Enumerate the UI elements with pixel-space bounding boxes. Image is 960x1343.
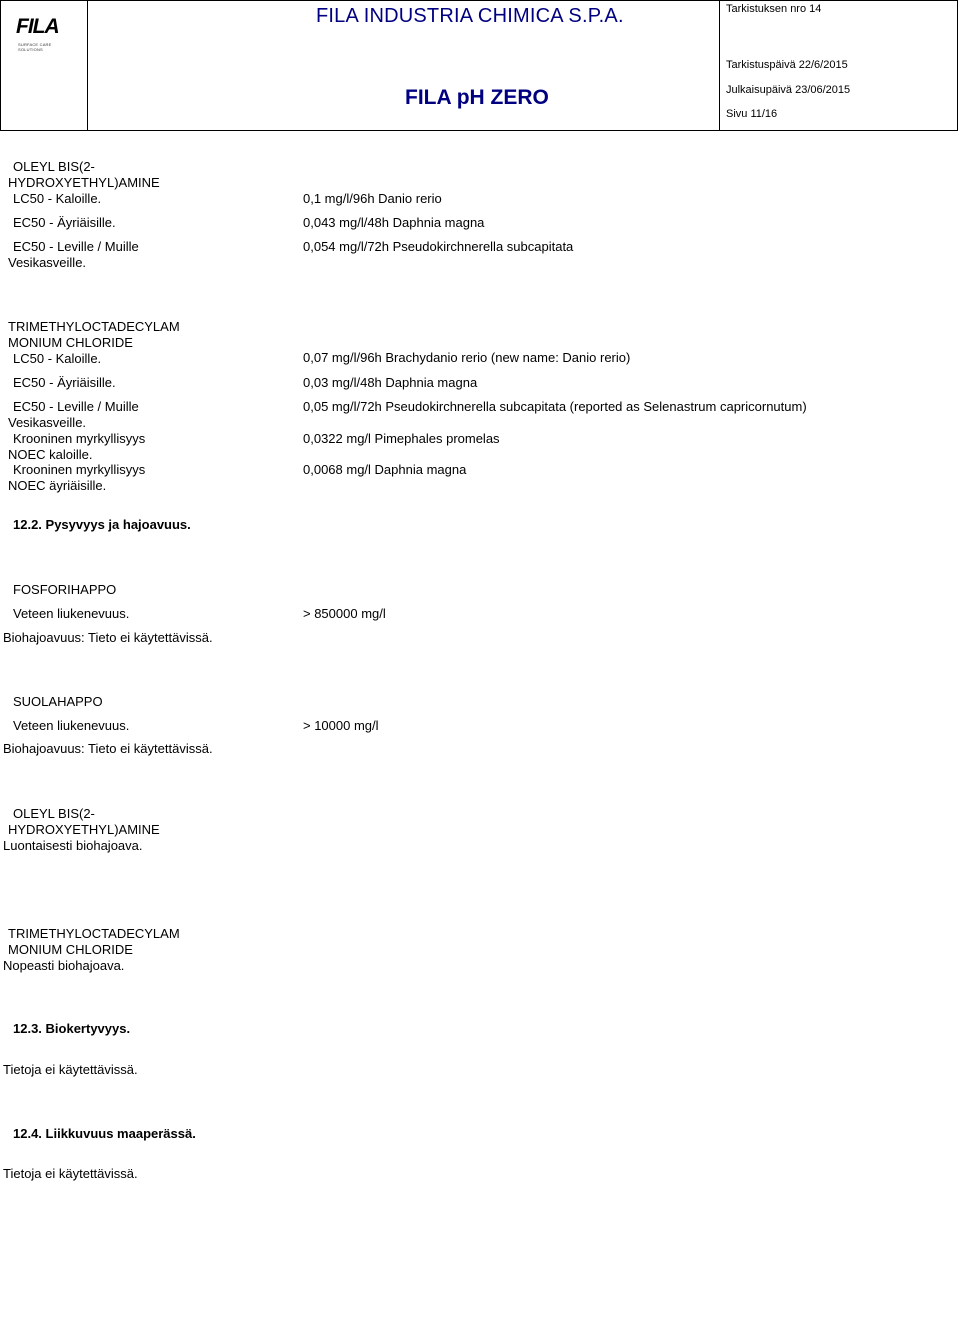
substance-name: OLEYL BIS(2- xyxy=(13,159,95,174)
substance-name: SUOLAHAPPO xyxy=(13,694,103,709)
solubility-label: Veteen liukenevuus. xyxy=(13,718,130,733)
substance-name-cont: MONIUM CHLORIDE xyxy=(8,942,133,957)
substance-name: FOSFORIHAPPO xyxy=(13,582,117,597)
revision-number: Tarkistuksen nro 14 xyxy=(726,3,822,15)
tox-value: 0,07 mg/l/96h Brachydanio rerio (new name: Danio rerio) xyxy=(303,350,631,365)
tox-value: 0,05 mg/l/72h Pseudokirchnerella subcapitata (reported as Selenastrum capricornutum) xyxy=(303,399,807,414)
tox-value: 0,0068 mg/l Daphnia magna xyxy=(303,462,467,477)
tox-value: 0,0322 mg/l Pimephales promelas xyxy=(303,431,500,446)
substance-name-cont: MONIUM CHLORIDE xyxy=(8,335,133,350)
tox-label: EC50 - Äyriäisille. xyxy=(13,215,116,230)
substance-name-cont: HYDROXYETHYL)AMINE xyxy=(8,822,160,837)
document-header xyxy=(0,0,958,131)
tox-label: Krooninen myrkyllisyys xyxy=(13,431,146,446)
company-name: FILA INDUSTRIA CHIMICA S.P.A. xyxy=(316,5,624,27)
product-name: FILA pH ZERO xyxy=(405,86,549,109)
tox-label-cont: NOEC äyriäisille. xyxy=(8,478,107,493)
tox-label: EC50 - Leville / Muille xyxy=(13,239,139,254)
tox-value: 0,1 mg/l/96h Danio rerio xyxy=(303,191,442,206)
tox-label: Krooninen myrkyllisyys xyxy=(13,462,146,477)
biodegradability-text: Biohajoavuus: Tieto ei käytettävissä. xyxy=(3,741,213,756)
biodegradability-text: Luontaisesti biohajoava. xyxy=(3,838,143,853)
section-heading-12-4: 12.4. Liikkuvuus maaperässä. xyxy=(13,1126,196,1141)
page-number: Sivu 11/16 xyxy=(726,108,778,120)
section-text-12-4: Tietoja ei käytettävissä. xyxy=(3,1166,138,1181)
section-heading-12-3: 12.3. Biokertyvyys. xyxy=(13,1021,131,1036)
logo-subtitle: SURFACE CARE SOLUTIONS xyxy=(18,42,52,52)
logo-mark: FILA xyxy=(16,15,59,38)
tox-label: EC50 - Äyriäisille. xyxy=(13,375,116,390)
tox-label-cont: Vesikasveille. xyxy=(8,255,87,270)
fila-logo xyxy=(16,15,68,52)
publish-date: Julkaisupäivä 23/06/2015 xyxy=(726,84,851,96)
solubility-value: > 850000 mg/l xyxy=(303,606,386,621)
substance-name: TRIMETHYLOCTADECYLAM xyxy=(8,926,180,941)
biodegradability-text: Biohajoavuus: Tieto ei käytettävissä. xyxy=(3,630,213,645)
section-heading-12-2: 12.2. Pysyvyys ja hajoavuus. xyxy=(13,517,191,532)
tox-value: 0,054 mg/l/72h Pseudokirchnerella subcapitata xyxy=(303,239,574,254)
substance-name: OLEYL BIS(2- xyxy=(13,806,95,821)
tox-label: EC50 - Leville / Muille xyxy=(13,399,139,414)
substance-name-cont: HYDROXYETHYL)AMINE xyxy=(8,175,160,190)
section-text-12-3: Tietoja ei käytettävissä. xyxy=(3,1062,138,1077)
logo-cell xyxy=(0,0,88,131)
tox-value: 0,03 mg/l/48h Daphnia magna xyxy=(303,375,478,390)
tox-label: LC50 - Kaloille. xyxy=(13,351,102,366)
review-date: Tarkistuspäivä 22/6/2015 xyxy=(726,59,848,71)
solubility-label: Veteen liukenevuus. xyxy=(13,606,130,621)
solubility-value: > 10000 mg/l xyxy=(303,718,379,733)
tox-label-cont: Vesikasveille. xyxy=(8,415,87,430)
biodegradability-text: Nopeasti biohajoava. xyxy=(3,958,125,973)
tox-value: 0,043 mg/l/48h Daphnia magna xyxy=(303,215,485,230)
substance-name: TRIMETHYLOCTADECYLAM xyxy=(8,319,180,334)
tox-label-cont: NOEC kaloille. xyxy=(8,447,93,462)
tox-label: LC50 - Kaloille. xyxy=(13,191,102,206)
